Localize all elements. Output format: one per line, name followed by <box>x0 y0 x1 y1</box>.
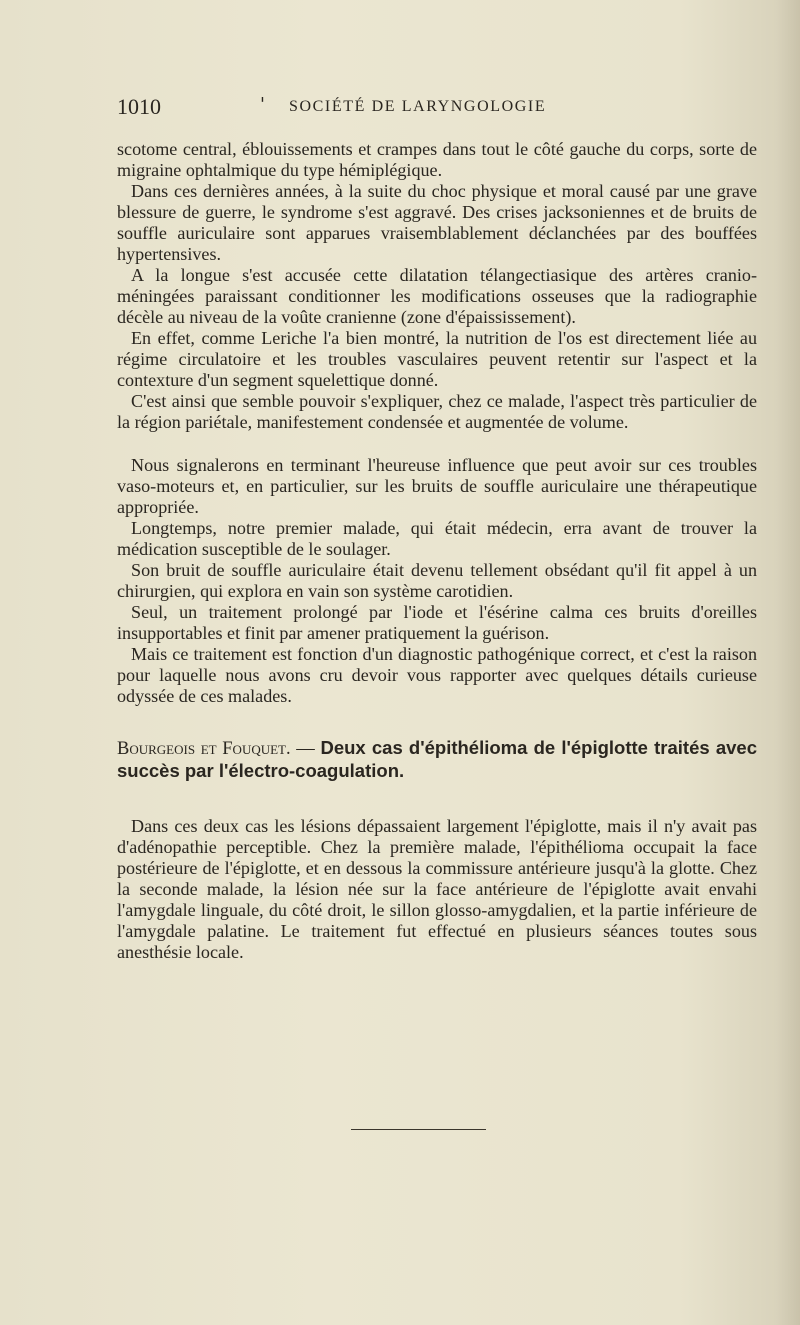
paragraph: Seul, un traitement prolongé par l'iode et l'ésérine calma ces bruits d'oreilles insupportables et finit par amener pratiquement la guérison. <box>117 602 757 643</box>
paragraph: Dans ces deux cas les lésions dépassaient largement l'épiglotte, mais il n'y avait pas d'adénopathie perceptible. Chez la première malade, l'épithélioma occupait la face postérieure de l'épiglotte, et en dessous la commissure antérieure jusqu'à la glotte. Chez la seconde malade, la lésion née sur la face antérieure de l'épiglotte avait envahi l'amygdale linguale, du côté droit, le sillon glosso-amygdalien, et la partie inférieure de l'amygdale palatine. Le traitement fut effectué en plusieurs séances toutes sous anesthésie locale. <box>117 816 757 962</box>
paragraph: En effet, comme Leriche l'a bien montré, la nutrition de l'os est directement liée au régime circulatoire et les troubles vasculaires peuvent retentir sur l'aspect et la contexture d'un segment squelettique donné. <box>117 328 757 390</box>
page-number: 1010 <box>117 94 161 119</box>
article-body <box>117 139 757 963</box>
spacer <box>117 433 757 455</box>
spacer <box>117 707 757 737</box>
section-title: Deux cas d'épithélioma de l'épiglotte traités avec succès par l'électro-coagulation. <box>117 737 758 781</box>
section-heading <box>117 737 757 783</box>
paragraph: A la longue s'est accusée cette dilatation télangectiasique des artères cranio-méningées paraissant conditionner les modifications osseuses que la radiographie décèle au niveau de la voûte cranienne (zone d'épaississement). <box>117 265 757 327</box>
paragraph: scotome central, éblouissements et crampes dans tout le côté gauche du corps, sorte de migraine ophtalmique du type hémiplégique. <box>117 139 757 180</box>
closing-rule <box>351 1129 486 1130</box>
section-authors: Bourgeois et Fouquet. <box>117 739 291 759</box>
page-header <box>117 94 758 120</box>
spacer <box>117 783 757 816</box>
paragraph: Mais ce traitement est fonction d'un diagnostic pathogénique correct, et c'est la raison pour laquelle nous avons cru devoir vous rapporter avec quelques détails curieuse odyssée de ces malades. <box>117 644 757 706</box>
paragraph: Longtemps, notre premier malade, qui était médecin, erra avant de trouver la médication susceptible de le soulager. <box>117 518 757 559</box>
paragraph: Dans ces dernières années, à la suite du choc physique et moral causé par une grave blessure de guerre, le syndrome s'est aggravé. Des crises jacksoniennes et de bruits de souffle auriculaire sont apparues vraisemblablement déclanchées par des bouffées hypertensives. <box>117 181 757 264</box>
paragraph: Nous signalerons en terminant l'heureuse influence que peut avoir sur ces troubles vaso-moteurs et, en particulier, sur les bruits de souffle auriculaire une thérapeutique appropriée. <box>117 455 757 517</box>
paragraph: C'est ainsi que semble pouvoir s'expliquer, chez ce malade, l'aspect très particulier de la région pariétale, manifestement condensée et augmentée de volume. <box>117 391 757 432</box>
section-dash: — <box>290 739 321 759</box>
paragraph: Son bruit de souffle auriculaire était devenu tellement obsédant qu'il fit appel à un chirurgien, qui explora en vain son système carotidien. <box>117 560 757 601</box>
header-mark: ' <box>260 94 265 115</box>
running-title: SOCIÉTÉ DE LARYNGOLOGIE <box>289 98 547 115</box>
